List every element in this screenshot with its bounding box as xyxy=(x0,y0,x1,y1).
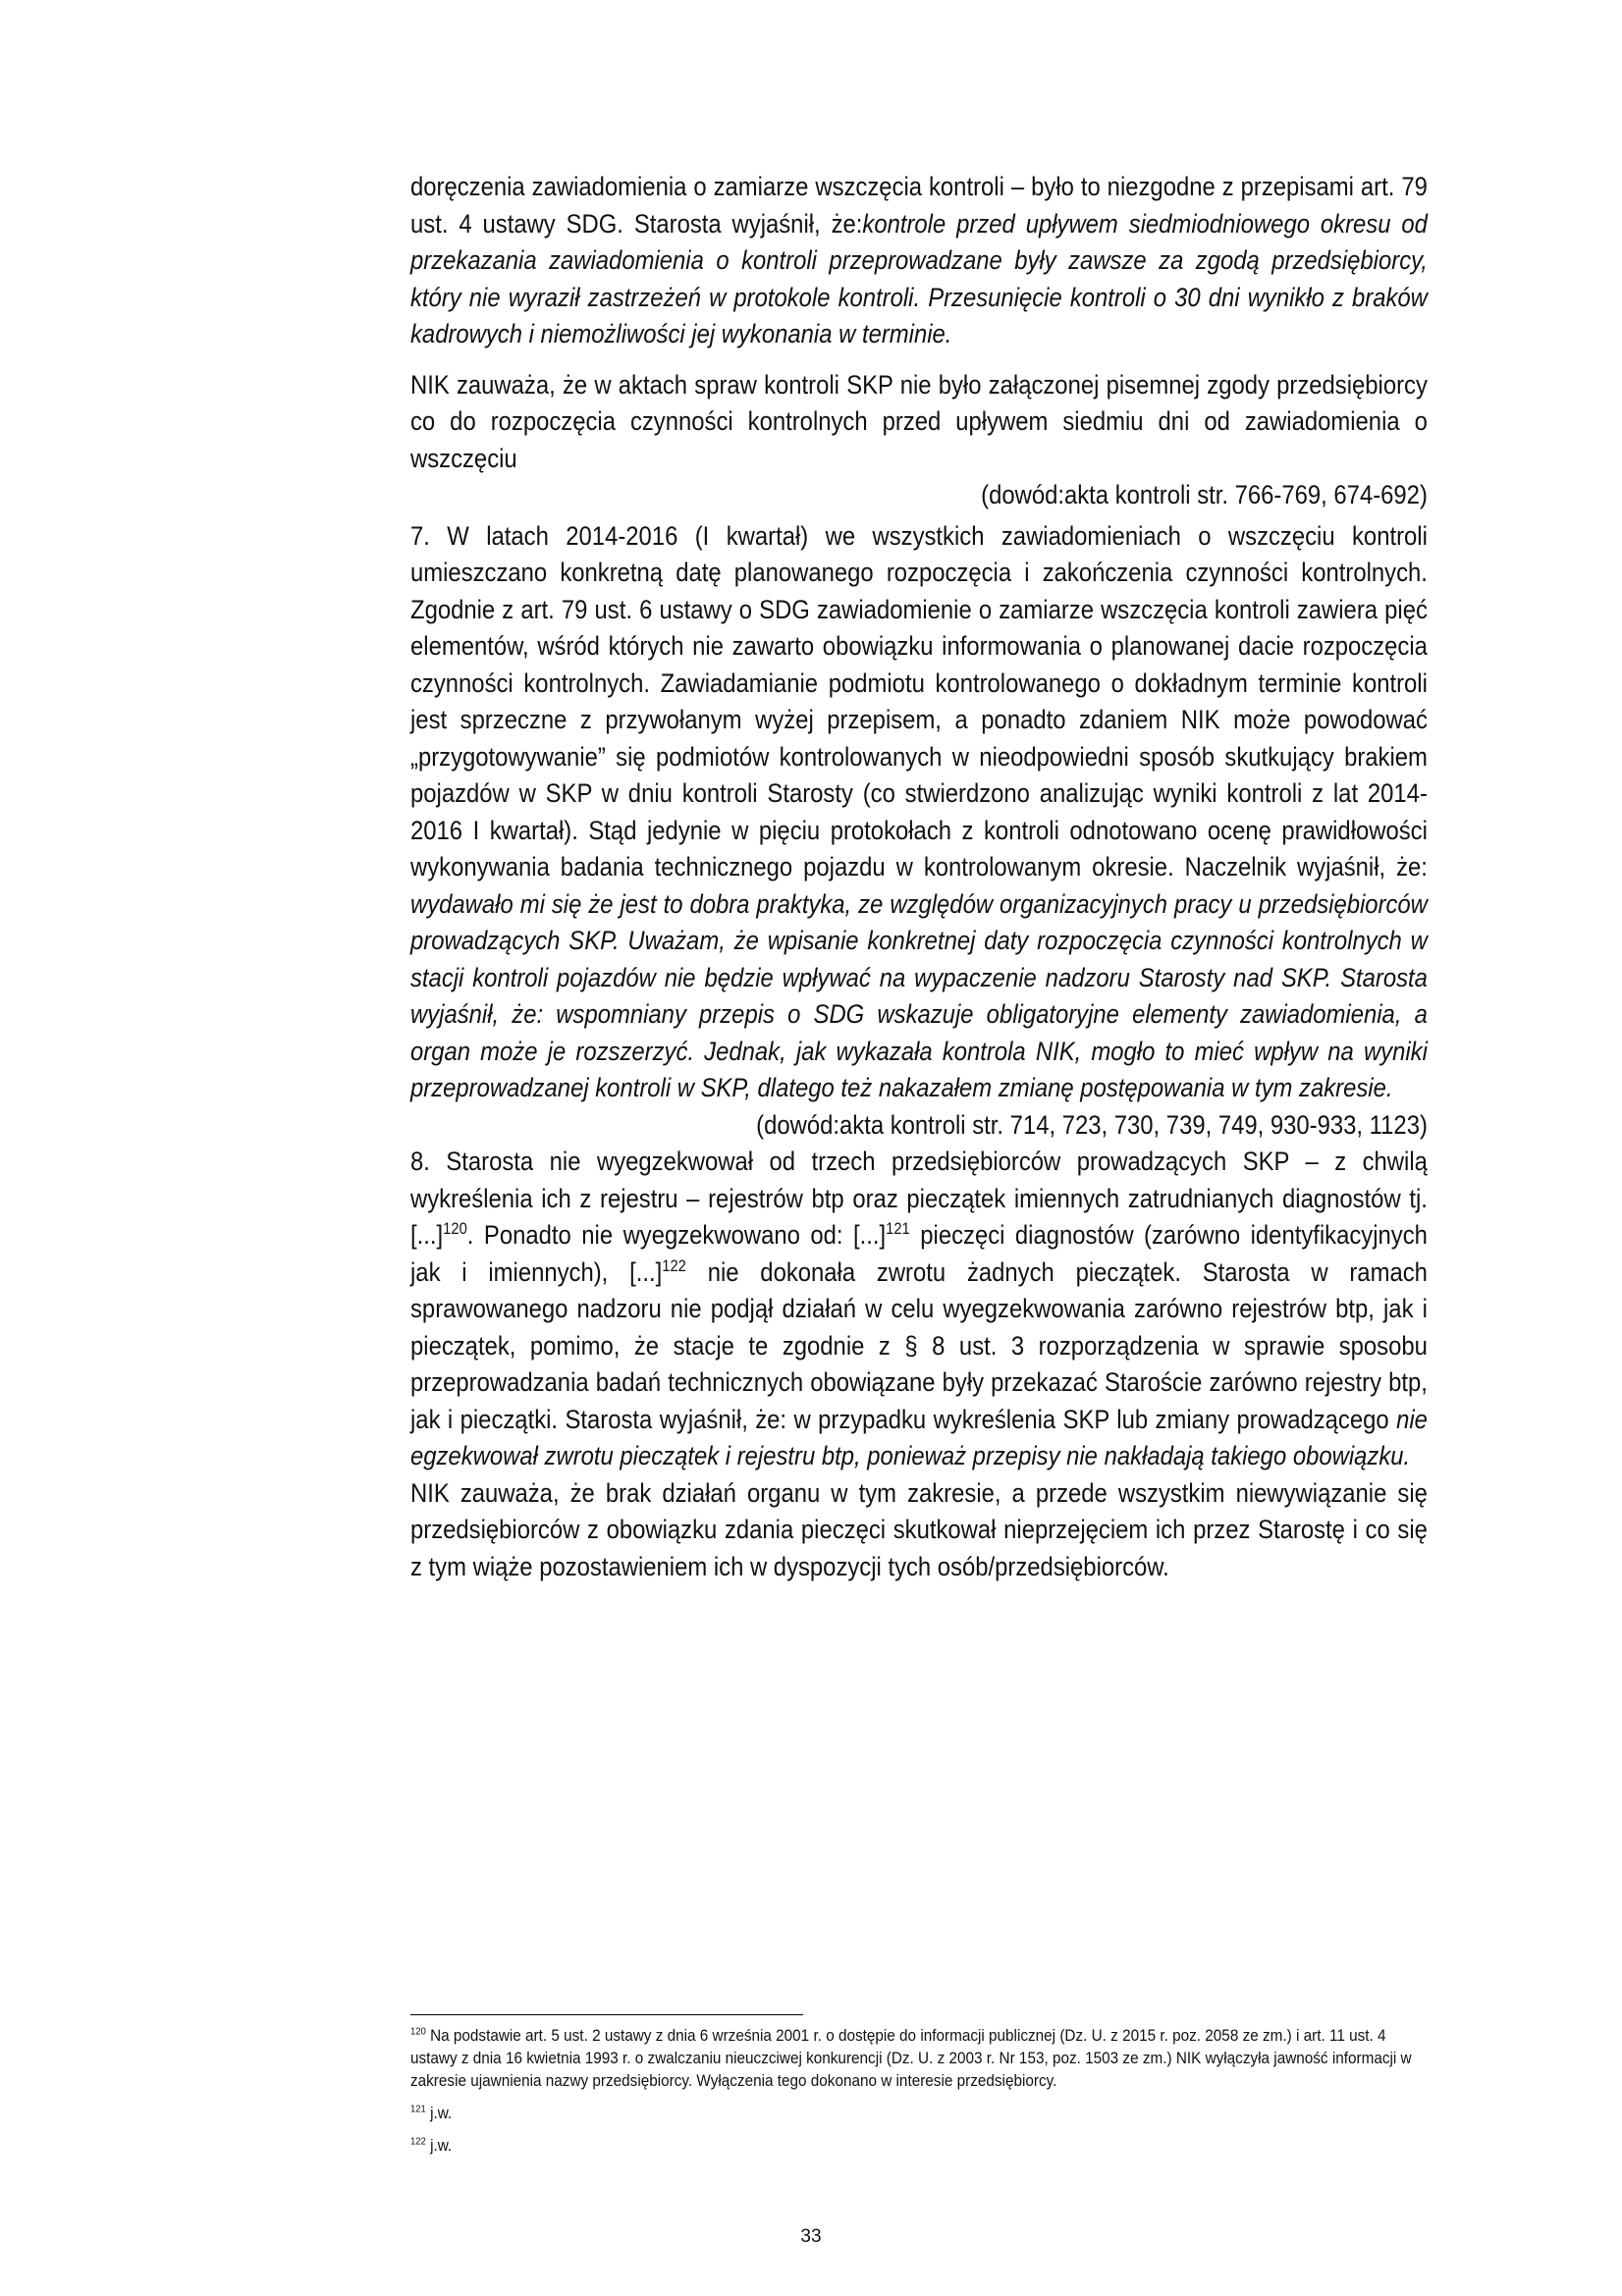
paragraph-nik-note-2: NIK zauważa, że brak działań organu w tym zakresie, a przede wszystkim niewywiązanie się przedsiębiorców z obowiązku zdania pieczęci skutkował nieprzejęciem ich przez Starostę i co się z tym wiąże pozostawieniem ich w dyspozycji tych osób/przedsiębiorców. xyxy=(410,1477,1428,1581)
paragraph-control-notice xyxy=(410,169,1428,353)
footnote-ref-122[interactable]: 122 xyxy=(662,1256,686,1275)
evidence-reference-1: (dowód:akta kontroli str. 766-769, 674-692) xyxy=(981,480,1428,509)
footnote-ref-120[interactable]: 120 xyxy=(443,1219,467,1238)
quote-starosta-2: nie egzekwował zwrotu pieczątek i rejestru btp, ponieważ przepisy nie nakładają takiego obowiązku. xyxy=(410,1404,1428,1470)
footnote-text: Na podstawie art. 5 ust. 2 ustawy z dnia 6 września 2001 r. o dostępie do informacji publicznej (Dz. U. z 2015 r. poz. 2058 ze zm.) i art. 11 ust. 4 ustawy z dnia 16 kwietnia 1993 r. o zwalczaniu nieuczciwej konkurencji (Dz. U. z 2003 r. Nr 153, poz. 1503 ze zm.) NIK wyłączyła jawność informacji w zakresie ujawnienia nazwy przedsiębiorcy. Wyłączenia tego dokonano w interesie przedsiębiorcy. xyxy=(410,2026,1412,2090)
paragraph-item-7 xyxy=(410,518,1428,1107)
text-span: nie dokonała zwrotu żadnych pieczątek. Starosta w ramach sprawowanego nadzoru nie podjął działań w celu wyegzekwowania zarówno rejestrów btp, jak i pieczątek, pomimo, że stacje te zgodnie z § 8 ust. 3 rozporządzenia w sprawie sposobu przeprowadzania badań technicznych obowiązane były przekazać Staroście zarówno rejestry btp, jak i pieczątki. Starosta wyjaśnił, że: w przypadku wykreślenia SKP lub zmiany prowadzącego xyxy=(410,1256,1428,1434)
text-span: z przepisami art. 79 ust. 4 ustawy SDG. Starosta wyjaśnił, że: xyxy=(410,172,1428,239)
quote-naczelnik: wydawało mi się że jest to dobra praktyka, ze względów organizacyjnych pracy u przedsiębiorców prowadzących SKP. Uważam, że wpisanie konkretnej daty rozpoczęcia czynności kontrolnych w stacji kontroli pojazdów nie będzie wpływać na wypaczenie nadzoru Starosty nad SKP. Starosta wyjaśnił, że: wspomniany przepis o SDG wskazuje obligatoryjne elementy zawiadomienia, a organ może je rozszerzyć. Jednak, jak wykazała kontrola NIK, mogło to mieć wpływ na wyniki przeprowadzanej kontroli w SKP, dlatego też nakazałem zmianę postępowania w tym zakresie. xyxy=(410,888,1428,1102)
footnote-separator xyxy=(410,2014,803,2015)
text-span: 8. Starosta nie wyegzekwował od trzech przedsiębiorców prowadzących SKP – z chwilą wykreślenia ich z rejestru – rejestrów btp oraz pieczątek imiennych zatrudnianych diagnostów tj. [...] xyxy=(410,1147,1428,1250)
text-span: pieczęci diagnostów (zarówno identyfikacyjnych jak i imiennych), [...] xyxy=(410,1220,1428,1287)
paragraph-item-8 xyxy=(410,1144,1428,1475)
evidence-reference-2: (dowód:akta kontroli str. 714, 723, 730, 739, 749, 930-933, 1123) xyxy=(756,1109,1428,1140)
quote-starosta-1: kontrole przed upływem siedmiodniowego okresu od przekazania zawiadomienia o kontroli przeprowadzane były zawsze za zgodą przedsiębiorcy, który nie wyraził zastrzeżeń w protokole kontroli. Przesunięcie kontroli o 30 dni wynikło z braków kadrowych i niemożliwości jej wykonania w terminie. xyxy=(410,208,1428,348)
footnote-120 xyxy=(410,2024,1428,2092)
footnote-121 xyxy=(410,2102,1428,2124)
text-span: . Ponadto nie wyegzekwowano od: [...] xyxy=(466,1220,887,1250)
footnote-number: 120 xyxy=(410,2025,426,2038)
text-line: doręczenia zawiadomienia o zamiarze wszczęcia kontroli – było to niezgodne xyxy=(410,172,1216,201)
body-text xyxy=(410,169,1428,1585)
footnotes xyxy=(410,2024,1428,2157)
footnote-ref-121[interactable]: 121 xyxy=(886,1219,910,1238)
footnote-text: j.w. xyxy=(430,2104,453,2122)
footnote-number: 122 xyxy=(410,2135,426,2148)
footnote-text: j.w. xyxy=(430,2136,453,2155)
paragraph-nik-note-1: NIK zauważa, że w aktach spraw kontroli SKP nie było załączonej pisemnej zgody przedsiębiorcy co do rozpoczęcia czynności kontrolnych przed upływem siedmiu dni od zawiadomienia o wszczęciu xyxy=(410,369,1428,473)
text-span: 7. W latach 2014-2016 (I kwartał) we wszystkich zawiadomieniach o wszczęciu kontroli umieszczano konkretną datę planowanego rozpoczęcia i zakończenia czynności kontrolnych. Zgodnie z art. 79 ust. 6 ustawy o SDG zawiadomienie o zamiarze wszczęcia kontroli zawiera pięć elementów, wśród których nie zawarto obowiązku informowania o planowanej dacie rozpoczęcia czynności kontrolnych. Zawiadamianie podmiotu kontrolowanego o dokładnym terminie kontroli jest sprzeczne z przywołanym wyżej przepisem, a ponadto zdaniem NIK może powodować „przygotowywanie” się podmiotów kontrolowanych w nieodpowiedni sposób skutkujący brakiem pojazdów w SKP w dniu kontroli Starosty (co stwierdzono analizując wyniki kontroli z lat 2014-2016 I kwartał). Stąd jedynie w pięciu protokołach z kontroli odnotowano ocenę prawidłowości wykonywania badania technicznego pojazdu w kontrolowanym okresie. Naczelnik wyjaśnił, że: xyxy=(410,520,1428,881)
page-number: 33 xyxy=(800,2226,822,2247)
footnote-122 xyxy=(410,2134,1428,2157)
footnote-number: 121 xyxy=(410,2103,426,2115)
